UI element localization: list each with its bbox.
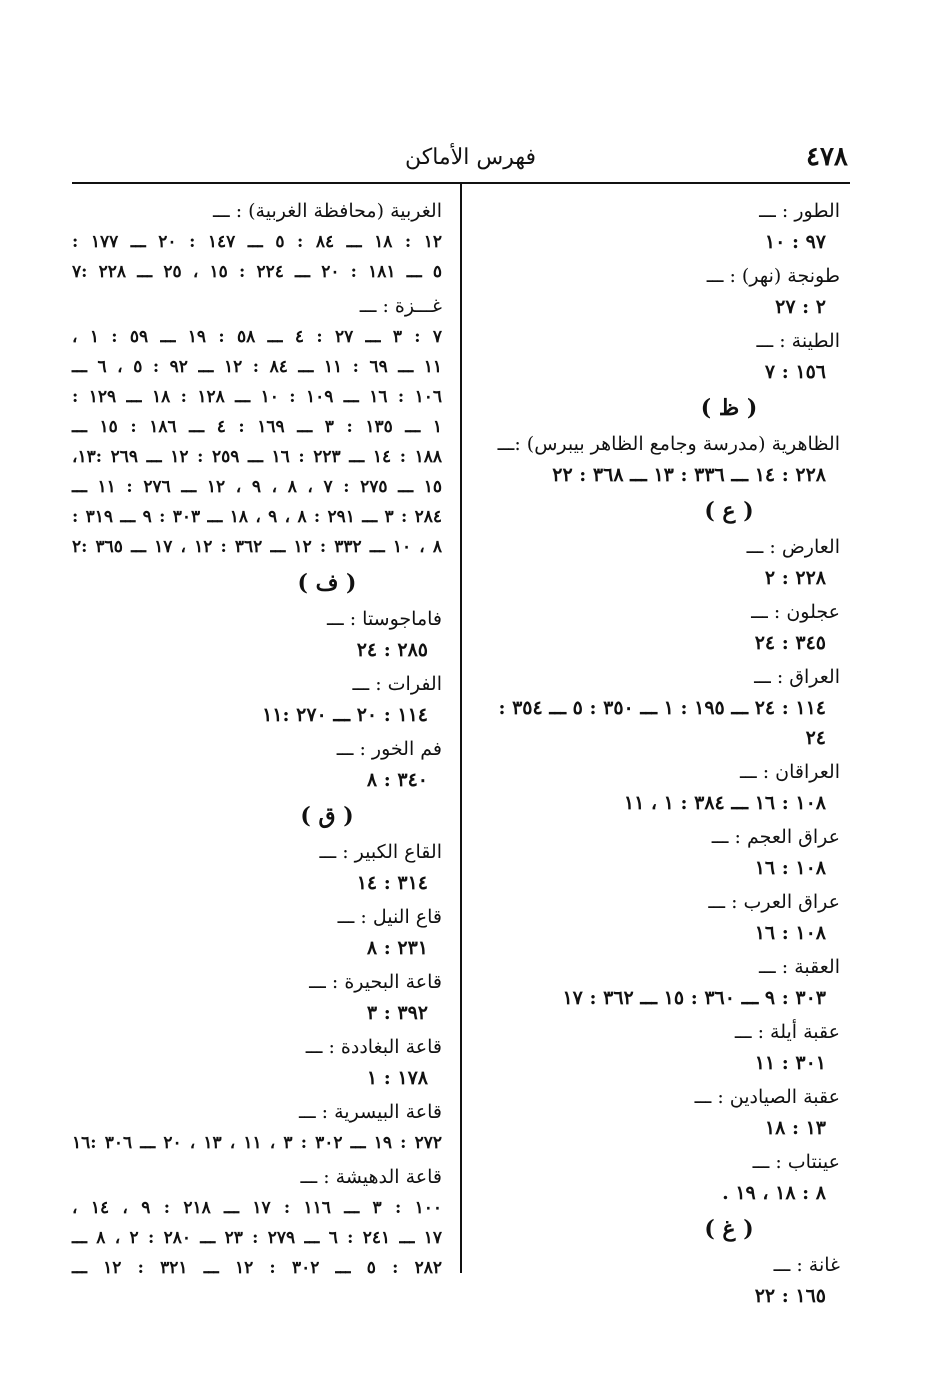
- running-title: فهرس الأماكن: [405, 145, 537, 170]
- entry-page-refs: ١٣ : ١٨: [764, 1117, 826, 1139]
- index-entry: [478, 532, 840, 593]
- letter-section-heading: ( ظ ): [700, 395, 758, 421]
- entry-page-refs: ١١٤ : ٢٠ ـــ ٢٧٠ :١١: [262, 704, 428, 726]
- entry-page-refs: ٢٨٢ : ٥ ـــ ٣٠٢ : ١٢ ـــ ٣٢١ : ١٢ ـــ: [72, 1258, 442, 1278]
- entry-page-refs: ٢٢٨ : ١٤ ـــ ٣٣٦ : ١٣ ـــ ٣٦٨ : ٢٢: [552, 464, 826, 486]
- entry-page-refs: ٣٤٠ : ٨: [366, 769, 428, 791]
- letter-section-heading: ( غ ): [704, 1216, 754, 1242]
- entry-page-refs: ٣٠١ : ١١: [754, 1052, 826, 1074]
- right-column: [478, 196, 840, 1315]
- entry-heading: القاع الكبير : ـــ: [319, 841, 442, 863]
- entry-page-refs: ٧ : ٣ ـــ ٢٧ : ٤ ـــ ٥٨ : ١٩ ـــ ٥٩ : ١ ،: [72, 327, 443, 347]
- entry-page-refs: ١١ ـــ ٦٩ : ١١ ـــ ٨٤ : ١٢ ـــ ٩٢ : ٥ ، ٦ ـــ: [72, 357, 442, 377]
- entry-heading: الطور : ـــ: [759, 200, 840, 222]
- entry-heading: العقبة : ـــ: [759, 956, 840, 978]
- index-entry: [478, 662, 840, 753]
- index-entry: [72, 1032, 442, 1093]
- entry-page-refs: ١٧ ـــ ٢٤١ : ٦ ـــ ٢٧٩ : ٢٣ ـــ ٢٨٠ : ٢ ، ٨ ـــ: [72, 1228, 443, 1248]
- entry-page-refs: ٣٤٥ : ٢٤: [754, 632, 826, 654]
- entry-heading: قاعة الدهيشة : ـــ: [300, 1166, 442, 1188]
- entry-page-refs: ١٠٨ : ١٦ ـــ ٣٨٤ : ١ ، ١١: [623, 792, 826, 814]
- entry-heading: الطينة : ـــ: [756, 330, 840, 352]
- entry-page-refs: ١٥٦ : ٧: [764, 361, 826, 383]
- entry-page-refs: ٢٨٤ : ٣ ـــ ٢٩١ : ٨ ، ٩ ، ١٨ ـــ ٣٠٣ : ٩ ـــ ٣١٩ :: [72, 507, 443, 527]
- entry-heading: غانة : ـــ: [773, 1254, 840, 1276]
- entry-heading: الغربية (محافظة الغربية) : ـــ: [212, 200, 442, 222]
- entry-page-refs: ٨ : ١٨ ، ١٩ .: [722, 1182, 826, 1204]
- entry-page-refs: ٨ ، ١٠ ـــ ٣٣٢ : ١٢ ـــ ٣٦٢ : ١٢ ، ١٧ ـــ ٣٦٥ :٢: [72, 537, 443, 557]
- index-entry: [72, 902, 442, 963]
- index-entry: [72, 734, 442, 795]
- index-entry: [478, 429, 840, 490]
- entry-heading: قاعة البغاددة : ـــ: [305, 1036, 442, 1058]
- letter-section-heading: ( ق ): [300, 803, 354, 829]
- entry-page-refs: ١٠٠ : ٣ ـــ ١١٦ : ١٧ ـــ ٢١٨ : ٩ ، ١٤ ،: [72, 1198, 442, 1218]
- entry-heading: العارض : ـــ: [746, 536, 840, 558]
- entry-page-refs: ٥ ـــ ١٨١ : ٢٠ ـــ ٢٢٤ : ١٥ ، ٢٥ ـــ ٢٢٨ :٧: [72, 262, 443, 282]
- page-number: ٤٧٨: [806, 142, 848, 172]
- entry-page-refs: ١٠٦ : ١٦ ـــ ١٠٩ : ١٠ ـــ ١٢٨ : ١٨ ـــ ١٢٩ :: [72, 387, 442, 407]
- entry-heading: عجلون : ـــ: [751, 601, 840, 623]
- entry-page-refs: ١١٤ : ٢٤ ـــ ١٩٥ : ١ ـــ ٣٥٠ : ٥ ـــ ٣٥٤ : ٢٤: [498, 697, 826, 749]
- entry-page-refs: ١٠٨ : ١٦: [754, 857, 826, 879]
- index-entry: [72, 967, 442, 1028]
- entry-heading: قاعة البحيرة : ـــ: [309, 971, 442, 993]
- entry-heading: فم الخور : ـــ: [336, 738, 442, 760]
- index-entry: [478, 757, 840, 818]
- entry-heading: عقبة أيلة : ـــ: [734, 1021, 840, 1043]
- index-entry: [478, 597, 840, 658]
- index-entry: [72, 291, 442, 562]
- entry-heading: الفرات : ـــ: [352, 673, 442, 695]
- index-entry: [478, 261, 840, 322]
- entry-page-refs: ٩٧ : ١٠: [764, 231, 826, 253]
- index-entry: [478, 326, 840, 387]
- entry-page-refs: ٣٠٣ : ٩ ـــ ٣٦٠ : ١٥ ـــ ٣٦٢ : ١٧: [562, 987, 826, 1009]
- entry-heading: عقبة الصيادين : ـــ: [694, 1086, 840, 1108]
- entry-page-refs: ٢٧٢ : ١٩ ـــ ٣٠٢ : ٣ ، ١١ ، ١٣ ، ٢٠ ـــ ٣٠٦ :١٦: [72, 1133, 442, 1153]
- index-entry: [72, 604, 442, 665]
- index-entry: [72, 1162, 442, 1283]
- entry-page-refs: ١٦٥ : ٢٢: [754, 1285, 826, 1307]
- index-entry: [478, 1082, 840, 1143]
- index-entry: [478, 952, 840, 1013]
- entry-page-refs: ٢٢٨ : ٢: [764, 567, 826, 589]
- entry-page-refs: ٢٣١ : ٨: [366, 937, 428, 959]
- index-entry: [72, 196, 442, 287]
- index-entry: [72, 1097, 442, 1158]
- entry-heading: عراق العرب : ـــ: [708, 891, 840, 913]
- letter-section-heading: ( ف ): [297, 570, 357, 596]
- letter-section-heading: ( ع ): [704, 498, 754, 524]
- entry-page-refs: ٣٩٢ : ٣: [366, 1002, 428, 1024]
- entry-page-refs: ٣١٤ : ١٤: [356, 872, 428, 894]
- index-entry: [72, 669, 442, 730]
- entry-page-refs: ١٠٨ : ١٦: [754, 922, 826, 944]
- entry-heading: الظاهرية (مدرسة وجامع الظاهر بيبرس) :ـــ: [497, 433, 840, 455]
- column-divider: [460, 183, 462, 1273]
- index-entry: [478, 1017, 840, 1078]
- entry-heading: عراق العجم : ـــ: [711, 826, 840, 848]
- entry-heading: العراق : ـــ: [754, 666, 840, 688]
- entry-page-refs: ٢٨٥ : ٢٤: [356, 639, 428, 661]
- left-column: [72, 196, 442, 1287]
- entry-heading: غـــزة : ـــ: [359, 295, 442, 317]
- entry-page-refs: ٢ : ٢٧: [775, 296, 826, 318]
- index-entry: [478, 1147, 840, 1208]
- entry-page-refs: ١٧٨ : ١: [366, 1067, 428, 1089]
- entry-heading: العراقان : ـــ: [739, 761, 840, 783]
- entry-heading: فاماجوستا : ـــ: [326, 608, 442, 630]
- entry-page-refs: ١ ـــ ١٣٥ : ٣ ـــ ١٦٩ : ٤ ـــ ١٨٦ : ١٥ ـــ: [72, 417, 442, 437]
- entry-heading: قاعة البيسرية : ـــ: [298, 1101, 442, 1123]
- entry-heading: طونجة (نهر) : ـــ: [706, 265, 840, 287]
- index-entry: [478, 822, 840, 883]
- entry-page-refs: ١٢ : ١٨ ـــ ٨٤ : ٥ ـــ ١٤٧ : ٢٠ ـــ ١٧٧ :: [72, 232, 443, 252]
- index-entry: [478, 887, 840, 948]
- entry-page-refs: ١٥ ـــ ٢٧٥ : ٧ ، ٨ ، ٩ ، ١٢ ـــ ٢٧٦ : ١١ ـــ: [72, 477, 442, 497]
- entry-heading: عينتاب : ـــ: [752, 1151, 840, 1173]
- index-entry: [478, 196, 840, 257]
- entry-heading: قاع النيل : ـــ: [337, 906, 442, 928]
- index-entry: [72, 837, 442, 898]
- index-entry: [478, 1250, 840, 1311]
- entry-page-refs: ١٨٨ : ١٤ ـــ ٢٢٣ : ١٦ ـــ ٢٥٩ : ١٢ ـــ ٢٦٩ :١٣،: [72, 447, 442, 467]
